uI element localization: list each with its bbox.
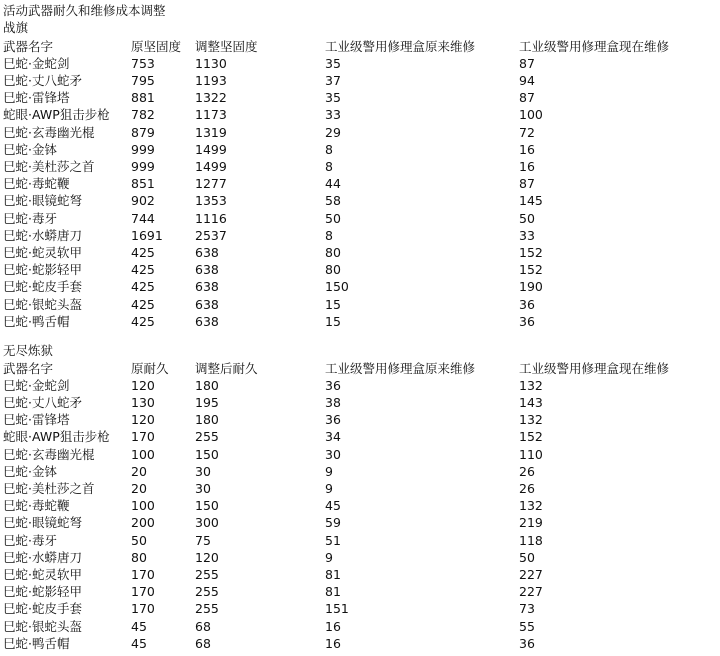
weapon-name-cell: 巳蛇·金蛇剑 bbox=[3, 377, 70, 393]
weapon-name-cell: 巳蛇·雷锋塔 bbox=[3, 90, 70, 106]
new-repair-cost-cell: 94 bbox=[519, 72, 535, 88]
old-repair-cost-cell: 15 bbox=[325, 313, 341, 329]
new-repair-cost-cell: 100 bbox=[519, 107, 543, 123]
old-repair-cost-cell: 16 bbox=[325, 635, 341, 651]
new-repair-cost-cell: 145 bbox=[519, 193, 543, 209]
new-repair-cost-cell: 16 bbox=[519, 141, 535, 157]
table-row bbox=[0, 262, 720, 278]
table-row bbox=[0, 279, 720, 295]
new-repair-cost-cell: 190 bbox=[519, 279, 543, 295]
old-repair-cost-cell: 8 bbox=[325, 141, 333, 157]
adjusted-value-cell: 2537 bbox=[195, 227, 227, 243]
adjusted-value-cell: 150 bbox=[195, 446, 219, 462]
weapon-name-cell: 巳蛇·美杜莎之首 bbox=[3, 480, 95, 496]
new-repair-cost-cell: 152 bbox=[519, 262, 543, 278]
new-repair-cost-cell: 33 bbox=[519, 227, 535, 243]
old-repair-cost-cell: 29 bbox=[325, 124, 341, 140]
weapon-name-cell: 巳蛇·金钵 bbox=[3, 141, 57, 157]
weapon-name-cell: 巳蛇·雷锋塔 bbox=[3, 412, 70, 428]
table-row bbox=[0, 125, 720, 141]
table-row bbox=[0, 601, 720, 617]
old-repair-cost-cell: 151 bbox=[325, 601, 349, 617]
adjusted-value-cell: 255 bbox=[195, 566, 219, 582]
old-repair-cost-cell: 50 bbox=[325, 210, 341, 226]
table-row bbox=[0, 533, 720, 549]
table-row bbox=[0, 378, 720, 394]
adjusted-value-cell: 150 bbox=[195, 498, 219, 514]
table-row bbox=[0, 481, 720, 497]
old-repair-cost-cell: 51 bbox=[325, 532, 341, 548]
column-header: 调整后耐久 bbox=[195, 360, 258, 376]
old-repair-cost-cell: 9 bbox=[325, 480, 333, 496]
table-row bbox=[0, 193, 720, 209]
column-header: 武器名字 bbox=[3, 360, 54, 376]
new-repair-cost-cell: 36 bbox=[519, 296, 535, 312]
original-value-cell: 100 bbox=[131, 498, 155, 514]
adjusted-value-cell: 68 bbox=[195, 635, 211, 651]
adjusted-value-cell: 1173 bbox=[195, 107, 227, 123]
table-row bbox=[0, 159, 720, 175]
original-value-cell: 170 bbox=[131, 601, 155, 617]
table-row bbox=[0, 314, 720, 330]
table-row bbox=[0, 464, 720, 480]
table-row bbox=[0, 567, 720, 583]
original-value-cell: 80 bbox=[131, 549, 147, 565]
adjusted-value-cell: 180 bbox=[195, 412, 219, 428]
original-value-cell: 425 bbox=[131, 279, 155, 295]
weapon-name-cell: 巳蛇·毒牙 bbox=[3, 210, 57, 226]
original-value-cell: 170 bbox=[131, 429, 155, 445]
old-repair-cost-cell: 9 bbox=[325, 549, 333, 565]
weapon-name-cell: 巳蛇·玄毒幽光棍 bbox=[3, 124, 95, 140]
weapon-name-cell: 巳蛇·水蟒唐刀 bbox=[3, 227, 82, 243]
old-repair-cost-cell: 45 bbox=[325, 498, 341, 514]
table-row bbox=[0, 107, 720, 123]
original-value-cell: 744 bbox=[131, 210, 155, 226]
original-value-cell: 120 bbox=[131, 412, 155, 428]
new-repair-cost-cell: 152 bbox=[519, 244, 543, 260]
adjusted-value-cell: 1130 bbox=[195, 55, 227, 71]
adjusted-value-cell: 1116 bbox=[195, 210, 227, 226]
old-repair-cost-cell: 35 bbox=[325, 55, 341, 71]
column-header: 工业级警用修理盒原来维修 bbox=[325, 38, 476, 54]
weapon-name-cell: 巳蛇·金蛇剑 bbox=[3, 55, 70, 71]
old-repair-cost-cell: 80 bbox=[325, 244, 341, 260]
old-repair-cost-cell: 36 bbox=[325, 412, 341, 428]
weapon-name-cell: 巳蛇·毒蛇鞭 bbox=[3, 498, 70, 514]
adjusted-value-cell: 1193 bbox=[195, 72, 227, 88]
weapon-name-cell: 巳蛇·蛇灵软甲 bbox=[3, 566, 82, 582]
old-repair-cost-cell: 8 bbox=[325, 158, 333, 174]
adjusted-value-cell: 1499 bbox=[195, 141, 227, 157]
adjusted-value-cell: 638 bbox=[195, 262, 219, 278]
old-repair-cost-cell: 34 bbox=[325, 429, 341, 445]
weapon-name-cell: 巳蛇·丈八蛇矛 bbox=[3, 394, 82, 410]
column-header: 调整坚固度 bbox=[195, 38, 258, 54]
new-repair-cost-cell: 227 bbox=[519, 584, 543, 600]
new-repair-cost-cell: 87 bbox=[519, 55, 535, 71]
weapon-name-cell: 巳蛇·眼镜蛇弩 bbox=[3, 193, 82, 209]
new-repair-cost-cell: 87 bbox=[519, 176, 535, 192]
weapon-name-cell: 巳蛇·蛇影轻甲 bbox=[3, 584, 82, 600]
table-row bbox=[0, 412, 720, 428]
section-title-zhanqi: 战旗 bbox=[3, 20, 29, 35]
adjusted-value-cell: 30 bbox=[195, 480, 211, 496]
new-repair-cost-cell: 118 bbox=[519, 532, 543, 548]
original-value-cell: 120 bbox=[131, 377, 155, 393]
weapon-name-cell: 巳蛇·金钵 bbox=[3, 463, 57, 479]
table-row bbox=[0, 73, 720, 89]
adjusted-value-cell: 255 bbox=[195, 584, 219, 600]
adjusted-value-cell: 638 bbox=[195, 244, 219, 260]
table-header-row bbox=[0, 39, 720, 55]
new-repair-cost-cell: 227 bbox=[519, 566, 543, 582]
table-header-row bbox=[0, 361, 720, 377]
table-row bbox=[0, 584, 720, 600]
new-repair-cost-cell: 50 bbox=[519, 210, 535, 226]
column-header: 工业级警用修理盒原来维修 bbox=[325, 360, 476, 376]
table-row bbox=[0, 142, 720, 158]
new-repair-cost-cell: 26 bbox=[519, 480, 535, 496]
adjusted-value-cell: 1277 bbox=[195, 176, 227, 192]
old-repair-cost-cell: 9 bbox=[325, 463, 333, 479]
adjusted-value-cell: 1319 bbox=[195, 124, 227, 140]
original-value-cell: 1691 bbox=[131, 227, 163, 243]
new-repair-cost-cell: 132 bbox=[519, 412, 543, 428]
adjusted-value-cell: 300 bbox=[195, 515, 219, 531]
new-repair-cost-cell: 87 bbox=[519, 90, 535, 106]
old-repair-cost-cell: 59 bbox=[325, 515, 341, 531]
original-value-cell: 170 bbox=[131, 566, 155, 582]
adjusted-value-cell: 75 bbox=[195, 532, 211, 548]
table-row bbox=[0, 211, 720, 227]
original-value-cell: 130 bbox=[131, 394, 155, 410]
adjusted-value-cell: 255 bbox=[195, 601, 219, 617]
weapon-name-cell: 巳蛇·毒蛇鞭 bbox=[3, 176, 70, 192]
column-header: 工业级警用修理盒现在维修 bbox=[519, 360, 670, 376]
old-repair-cost-cell: 58 bbox=[325, 193, 341, 209]
document-title: 活动武器耐久和维修成本调整 bbox=[3, 3, 166, 18]
table-row bbox=[0, 297, 720, 313]
weapon-name-cell: 巳蛇·银蛇头盔 bbox=[3, 618, 82, 634]
table-row bbox=[0, 515, 720, 531]
table-row bbox=[0, 498, 720, 514]
table-row bbox=[0, 90, 720, 106]
adjusted-value-cell: 68 bbox=[195, 618, 211, 634]
weapon-name-cell: 巳蛇·毒牙 bbox=[3, 532, 57, 548]
original-value-cell: 999 bbox=[131, 141, 155, 157]
old-repair-cost-cell: 150 bbox=[325, 279, 349, 295]
original-value-cell: 881 bbox=[131, 90, 155, 106]
original-value-cell: 425 bbox=[131, 296, 155, 312]
weapon-name-cell: 巳蛇·美杜莎之首 bbox=[3, 158, 95, 174]
table-row bbox=[0, 395, 720, 411]
old-repair-cost-cell: 30 bbox=[325, 446, 341, 462]
column-header: 原坚固度 bbox=[131, 38, 182, 54]
original-value-cell: 999 bbox=[131, 158, 155, 174]
weapon-name-cell: 巳蛇·银蛇头盔 bbox=[3, 296, 82, 312]
table-row bbox=[0, 429, 720, 445]
old-repair-cost-cell: 15 bbox=[325, 296, 341, 312]
weapon-name-cell: 巳蛇·水蟒唐刀 bbox=[3, 549, 82, 565]
old-repair-cost-cell: 35 bbox=[325, 90, 341, 106]
original-value-cell: 425 bbox=[131, 244, 155, 260]
new-repair-cost-cell: 110 bbox=[519, 446, 543, 462]
old-repair-cost-cell: 80 bbox=[325, 262, 341, 278]
weapon-name-cell: 巳蛇·鸭舌帽 bbox=[3, 635, 70, 651]
original-value-cell: 425 bbox=[131, 262, 155, 278]
table-row bbox=[0, 550, 720, 566]
old-repair-cost-cell: 16 bbox=[325, 618, 341, 634]
weapon-name-cell: 巳蛇·鸭舌帽 bbox=[3, 313, 70, 329]
original-value-cell: 782 bbox=[131, 107, 155, 123]
new-repair-cost-cell: 132 bbox=[519, 377, 543, 393]
adjusted-value-cell: 1499 bbox=[195, 158, 227, 174]
original-value-cell: 50 bbox=[131, 532, 147, 548]
original-value-cell: 753 bbox=[131, 55, 155, 71]
column-header: 武器名字 bbox=[3, 38, 54, 54]
adjusted-value-cell: 638 bbox=[195, 296, 219, 312]
original-value-cell: 902 bbox=[131, 193, 155, 209]
table-row bbox=[0, 176, 720, 192]
original-value-cell: 170 bbox=[131, 584, 155, 600]
table-row bbox=[0, 245, 720, 261]
original-value-cell: 20 bbox=[131, 463, 147, 479]
new-repair-cost-cell: 152 bbox=[519, 429, 543, 445]
table-row bbox=[0, 636, 720, 652]
old-repair-cost-cell: 37 bbox=[325, 72, 341, 88]
weapon-name-cell: 蛇眼·AWP狙击步枪 bbox=[3, 107, 110, 123]
new-repair-cost-cell: 55 bbox=[519, 618, 535, 634]
adjusted-value-cell: 1322 bbox=[195, 90, 227, 106]
old-repair-cost-cell: 8 bbox=[325, 227, 333, 243]
weapon-name-cell: 巳蛇·蛇皮手套 bbox=[3, 279, 82, 295]
weapon-name-cell: 巳蛇·玄毒幽光棍 bbox=[3, 446, 95, 462]
new-repair-cost-cell: 36 bbox=[519, 635, 535, 651]
adjusted-value-cell: 638 bbox=[195, 279, 219, 295]
adjusted-value-cell: 120 bbox=[195, 549, 219, 565]
old-repair-cost-cell: 44 bbox=[325, 176, 341, 192]
weapon-name-cell: 巳蛇·蛇皮手套 bbox=[3, 601, 82, 617]
old-repair-cost-cell: 81 bbox=[325, 566, 341, 582]
adjusted-value-cell: 180 bbox=[195, 377, 219, 393]
adjusted-value-cell: 255 bbox=[195, 429, 219, 445]
old-repair-cost-cell: 36 bbox=[325, 377, 341, 393]
new-repair-cost-cell: 72 bbox=[519, 124, 535, 140]
adjusted-value-cell: 30 bbox=[195, 463, 211, 479]
new-repair-cost-cell: 50 bbox=[519, 549, 535, 565]
original-value-cell: 45 bbox=[131, 618, 147, 634]
original-value-cell: 851 bbox=[131, 176, 155, 192]
weapon-name-cell: 蛇眼·AWP狙击步枪 bbox=[3, 429, 110, 445]
section-title-wujin: 无尽炼狱 bbox=[3, 343, 54, 358]
column-header: 原耐久 bbox=[131, 360, 169, 376]
column-header: 工业级警用修理盒现在维修 bbox=[519, 38, 670, 54]
old-repair-cost-cell: 38 bbox=[325, 394, 341, 410]
new-repair-cost-cell: 143 bbox=[519, 394, 543, 410]
new-repair-cost-cell: 26 bbox=[519, 463, 535, 479]
weapon-name-cell: 巳蛇·丈八蛇矛 bbox=[3, 72, 82, 88]
old-repair-cost-cell: 81 bbox=[325, 584, 341, 600]
original-value-cell: 20 bbox=[131, 480, 147, 496]
old-repair-cost-cell: 33 bbox=[325, 107, 341, 123]
original-value-cell: 100 bbox=[131, 446, 155, 462]
original-value-cell: 425 bbox=[131, 313, 155, 329]
original-value-cell: 200 bbox=[131, 515, 155, 531]
weapon-name-cell: 巳蛇·蛇灵软甲 bbox=[3, 244, 82, 260]
table-row bbox=[0, 56, 720, 72]
adjusted-value-cell: 195 bbox=[195, 394, 219, 410]
table-row bbox=[0, 228, 720, 244]
original-value-cell: 879 bbox=[131, 124, 155, 140]
table-row bbox=[0, 619, 720, 635]
weapon-name-cell: 巳蛇·眼镜蛇弩 bbox=[3, 515, 82, 531]
original-value-cell: 45 bbox=[131, 635, 147, 651]
adjusted-value-cell: 638 bbox=[195, 313, 219, 329]
weapon-name-cell: 巳蛇·蛇影轻甲 bbox=[3, 262, 82, 278]
new-repair-cost-cell: 73 bbox=[519, 601, 535, 617]
adjusted-value-cell: 1353 bbox=[195, 193, 227, 209]
original-value-cell: 795 bbox=[131, 72, 155, 88]
new-repair-cost-cell: 36 bbox=[519, 313, 535, 329]
table-row bbox=[0, 447, 720, 463]
new-repair-cost-cell: 16 bbox=[519, 158, 535, 174]
new-repair-cost-cell: 219 bbox=[519, 515, 543, 531]
new-repair-cost-cell: 132 bbox=[519, 498, 543, 514]
